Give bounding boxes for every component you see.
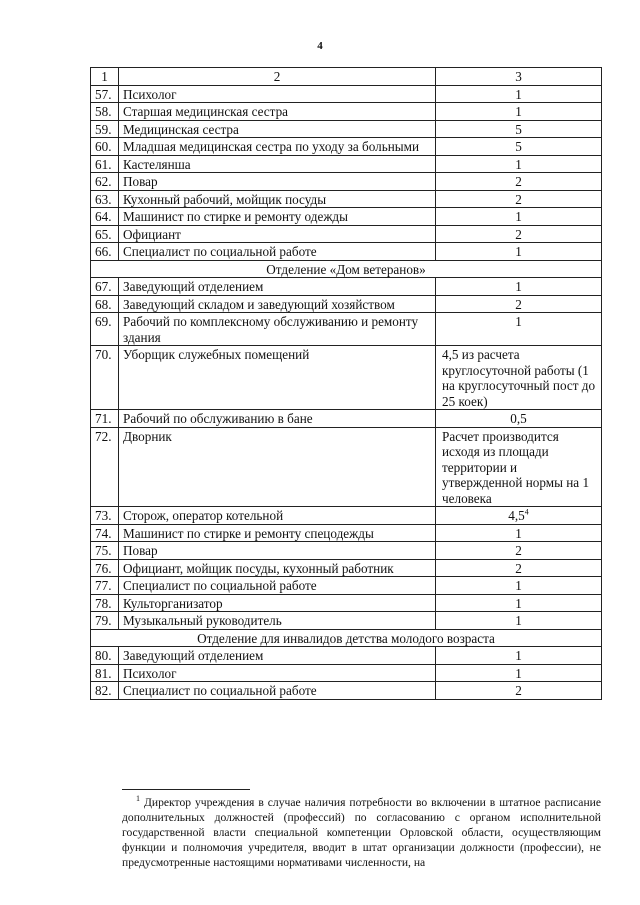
position-name: Машинист по стирке и ремонту одежды [119,208,436,226]
row-number: 81. [91,664,119,682]
staff-count: 2 [436,225,602,243]
table-row [91,664,602,682]
position-name: Официант [119,225,436,243]
table-row [91,85,602,103]
table-row [91,647,602,665]
staff-count: 1 [436,243,602,261]
footnote-mark: 1 [136,794,140,804]
staff-table-body [91,68,602,700]
row-number: 76. [91,559,119,577]
row-number: 70. [91,346,119,410]
row-number: 59. [91,120,119,138]
footnote [122,795,601,870]
row-number: 63. [91,190,119,208]
position-name: Психолог [119,85,436,103]
footnote-reference: 4 [524,507,529,517]
staff-count: 1 [436,612,602,630]
row-number: 73. [91,507,119,525]
position-name: Заведующий складом и заведующий хозяйством [119,295,436,313]
staff-count: 0,5 [436,410,602,428]
staff-count: 2 [436,542,602,560]
table-row [91,410,602,428]
staff-table [90,67,602,700]
table-row [91,138,602,156]
position-name: Официант, мойщик посуды, кухонный работник [119,559,436,577]
staff-count: 1 [436,313,602,346]
staff-count: 2 [436,190,602,208]
row-number: 68. [91,295,119,313]
section-title: Отделение «Дом ветеранов» [91,260,602,278]
position-name: Сторож, оператор котельной [119,507,436,525]
row-number: 71. [91,410,119,428]
staff-count: 2 [436,682,602,700]
row-number: 64. [91,208,119,226]
position-name: Старшая медицинская сестра [119,103,436,121]
staff-count: 5 [436,138,602,156]
footnote-separator [122,789,250,790]
staff-count: 1 [436,664,602,682]
staff-count: 1 [436,155,602,173]
position-name: Рабочий по обслуживанию в бане [119,410,436,428]
table-row [91,427,602,507]
staff-count: 1 [436,85,602,103]
position-name: Специалист по социальной работе [119,682,436,700]
row-number: 75. [91,542,119,560]
position-name: Рабочий по комплексному обслуживанию и ремонту здания [119,313,436,346]
position-name: Заведующий отделением [119,647,436,665]
row-number: 77. [91,577,119,595]
position-name: Младшая медицинская сестра по уходу за больными [119,138,436,156]
position-name: Повар [119,542,436,560]
staff-count: 1 [436,594,602,612]
row-number: 79. [91,612,119,630]
position-name: Заведующий отделением [119,278,436,296]
position-name: Специалист по социальной работе [119,577,436,595]
position-name: Кастелянша [119,155,436,173]
staff-count: 5 [436,120,602,138]
table-row [91,243,602,261]
staff-count: 4,5 из расчета круглосуточной работы (1 на круглосуточный пост до 25 коек) [436,346,602,410]
position-name: Психолог [119,664,436,682]
staff-count: 1 [436,647,602,665]
header-cell-number: 1 [91,68,119,86]
table-row [91,155,602,173]
footnote-text: Директор учреждения в случае наличия потребности во включении в штатное расписание дополнительных должностей (профессий) по согласованию с органом исполнительной государственной власти специальной компетенции Орловской области, осуществляющим функции и полномочия учредителя, вводит в штат организации должности (профессии), не предусмотренные настоящими нормативами численности, на [122,796,601,869]
staff-count: 1 [436,103,602,121]
header-cell-position: 2 [119,68,436,86]
table-row [91,173,602,191]
table-row [91,225,602,243]
row-number: 69. [91,313,119,346]
row-number: 80. [91,647,119,665]
staff-count-value: 4,5 [508,508,525,523]
table-row [91,208,602,226]
position-name: Культорганизатор [119,594,436,612]
position-name: Повар [119,173,436,191]
table-row [91,278,602,296]
row-number: 78. [91,594,119,612]
table-row [91,559,602,577]
row-number: 66. [91,243,119,261]
row-number: 62. [91,173,119,191]
table-row [91,190,602,208]
row-number: 74. [91,524,119,542]
row-number: 57. [91,85,119,103]
page-number: 4 [317,40,323,52]
table-row [91,577,602,595]
position-name: Уборщик служебных помещений [119,346,436,410]
staff-count: 1 [436,577,602,595]
table-row [91,313,602,346]
table-row [91,542,602,560]
header-cell-count: 3 [436,68,602,86]
staff-count: 1 [436,208,602,226]
table-header-row [91,68,602,86]
row-number: 72. [91,427,119,507]
position-name: Музыкальный руководитель [119,612,436,630]
section-row [91,260,602,278]
staff-count: 2 [436,559,602,577]
position-name: Медицинская сестра [119,120,436,138]
staff-count: Расчет производится исходя из площади территории и утвержденной нормы на 1 человека [436,427,602,507]
staff-count: 1 [436,524,602,542]
table-row [91,612,602,630]
staff-count: 2 [436,295,602,313]
row-number: 60. [91,138,119,156]
row-number: 58. [91,103,119,121]
table-row [91,120,602,138]
table-row [91,682,602,700]
table-row [91,594,602,612]
staff-count [436,507,602,525]
table-row [91,295,602,313]
table-row [91,346,602,410]
section-row [91,629,602,647]
row-number: 65. [91,225,119,243]
table-row [91,103,602,121]
table-row [91,524,602,542]
row-number: 61. [91,155,119,173]
position-name: Специалист по социальной работе [119,243,436,261]
position-name: Кухонный рабочий, мойщик посуды [119,190,436,208]
section-title: Отделение для инвалидов детства молодого возраста [91,629,602,647]
table-row [91,507,602,525]
row-number: 82. [91,682,119,700]
staff-count: 2 [436,173,602,191]
staff-count: 1 [436,278,602,296]
position-name: Машинист по стирке и ремонту спецодежды [119,524,436,542]
row-number: 67. [91,278,119,296]
position-name: Дворник [119,427,436,507]
